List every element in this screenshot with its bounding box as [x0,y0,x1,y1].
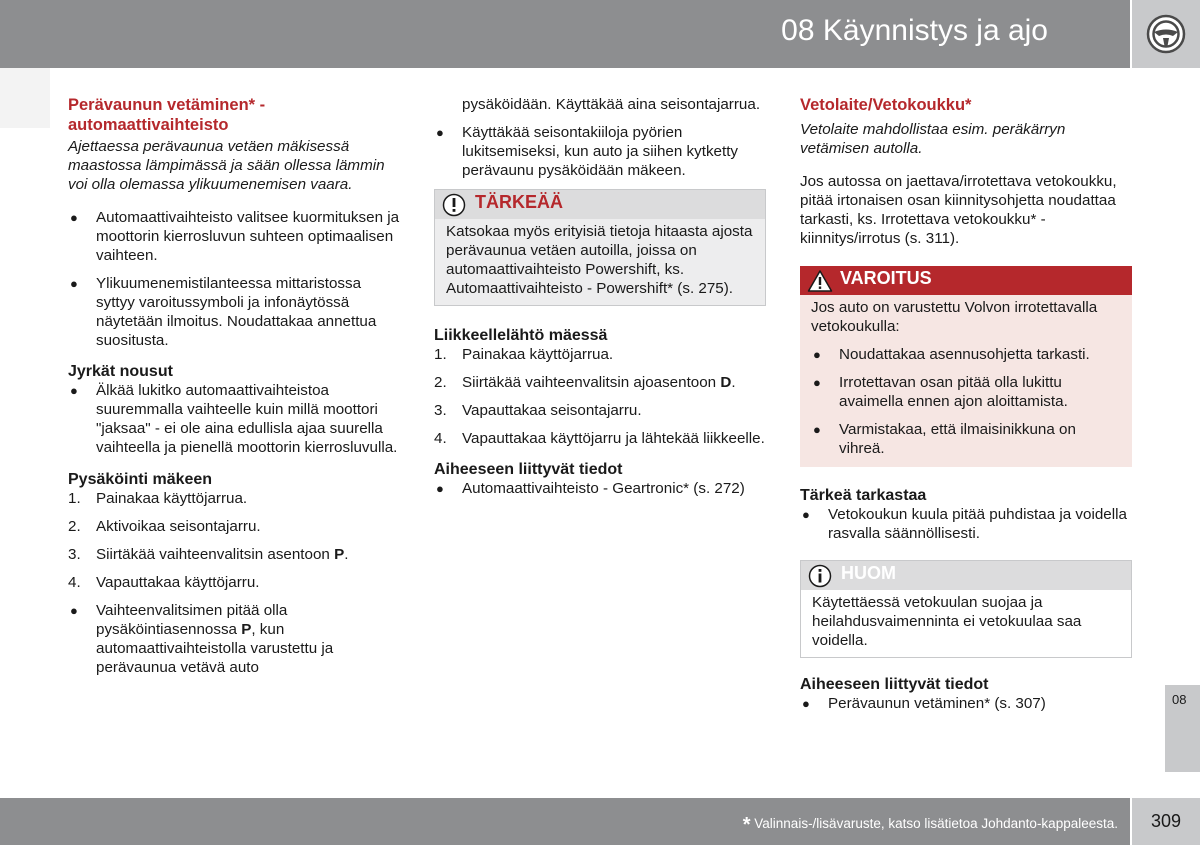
bullet-icon: ● [436,481,444,496]
bullet-icon: ● [813,422,821,437]
chapter-icon-box [1132,0,1200,68]
list-item: ● Käyttäkää seisontakiiloja pyörien lukitsemiseksi, kun auto ja siihen kytketty perävaunu pysäköidään mäkeen. [436,124,739,179]
related-list [434,479,766,498]
column-right [800,95,1132,722]
subheading-steep-climbs: Jyrkät nousut [68,363,173,380]
warning-notice [800,266,1132,467]
margin-shade [0,68,50,128]
list-item: 4. Vapauttakaa käyttöjarru ja lähtekää liikkeelle. [434,430,765,447]
note-label: HUOM [841,563,896,583]
steering-wheel-icon [1145,13,1187,55]
warning-label: VAROITUS [840,268,932,288]
bullet-icon: ● [70,603,78,618]
list-item: ● Irrotettavan osan pitää olla lukittu avaimella ennen ajon aloittamista. [813,374,1068,410]
bullet-icon: ● [802,696,810,711]
notice-body: Katsokaa myös erityisiä tietoja hitaasta ajosta perävaunua vetäen autoilla, joissa on automaattivaihteisto Powershift, ks. Automaattivaihteisto - Powershift* (s. 275). [435,219,765,305]
list-item: 4. Vapauttakaa käyttöjarru. [68,574,260,591]
asterisk-icon: * [742,814,751,836]
related-info-heading: Aiheeseen liittyvät tiedot [800,676,989,693]
list-item: ● Älkää lukitko automaattivaihteistoa suuremmalla vaihteelle kuin millä moottori "jaksaa" - ei ole aina edullisla ajaa suurella vaihteella ja pienellä moottorin kierrosluvulla. [70,382,398,456]
related-link[interactable]: ● Automaattivaihteisto - Geartronic* (s. 272) [436,480,745,497]
warning-triangle-icon [807,269,833,293]
subheading-hill-start: Liikkeellelähtö mäessä [434,327,608,344]
column-left [68,95,403,686]
bullet-list [68,208,403,350]
bullet-list [811,345,1121,458]
note-notice [800,560,1132,658]
note-body: Käytettäessä vetokuulan suojaa ja heilahdusvaimenninta ei vetokuulaa saa voidella. [801,590,1131,657]
numbered-list [68,489,403,592]
numbered-list [434,345,766,448]
bullet-icon: ● [436,125,444,140]
related-list [800,694,1132,713]
related-info-heading: Aiheeseen liittyvät tiedot [434,461,623,478]
bullet-icon: ● [70,210,78,225]
list-item: 2. Aktivoikaa seisontajarru. [68,518,261,535]
intro-text: Ajettaessa perävaunua vetäen mäkisessä maastossa lämpimässä ja sään ollessa lämmin voi olla olemassa ylikuumenemisen vaara. [68,138,385,193]
list-item: 3. Vapauttakaa seisontajarru. [434,402,642,419]
subheading-parking-on-hill: Pysäköinti mäkeen [68,471,213,488]
list-item: 1. Painakaa käyttöjarrua. [434,346,614,363]
bullet-icon: ● [70,383,78,398]
list-item: ● Ylikuumenemistilanteessa mittaristossa syttyy varoitussymboli ja infonäytössä näytetään ilmoitus. Noudattakaa annettua suositusta. [70,275,377,349]
notice-header [801,561,1131,590]
exclamation-icon [442,193,466,217]
list-item: 3. Siirtäkää vaihteenvalitsin asentoon P. [68,546,349,563]
warning-body: Jos auto on varustettu Volvon irrotettavalla vetokoukulla: ● Noudattakaa asennusohjetta tarkasti. ● Irrotettavan osan pitää olla lukittu avaimella ennen ajon aloittamista. ● Varmistakaa, että ilmaisinikkuna on vihreä. [800,295,1132,467]
footnote: * Valinnais-/lisävaruste, katso lisätietoa Johdanto-kappaleesta. [742,814,1118,836]
list-item: ● Automaattivaihteisto valitsee kuormituksen ja moottorin kierrosluvun suhteen optimaalisen vaihteen. [70,209,400,264]
page-header [0,0,1130,68]
info-icon [808,564,832,588]
section-heading-towbar: Vetolaite/Vetokoukku* [800,96,972,114]
notice-header [800,266,1132,295]
notice-label: TÄRKEÄÄ [475,192,563,212]
section-heading-trailer-automatic: Perävaunun vetäminen* - automaattivaihteisto [68,96,266,134]
intro-text: Vetolaite mahdollistaa esim. peräkärryn vetämisen autolla. [800,121,1066,157]
list-item: ● Vaihteenvalitsimen pitää olla pysäköintiasennossa P, kun automaattivaihteistolla varustettu ja perävaunua vetävä auto [70,602,334,676]
bullet-list [68,601,403,677]
bullet-icon: ● [70,276,78,291]
list-item: 2. Siirtäkää vaihteenvalitsin ajoasentoon D. [434,374,736,391]
notice-header [435,190,765,219]
column-middle [434,95,766,507]
list-item: ● Noudattakaa asennusohjetta tarkasti. [813,346,1090,363]
related-link[interactable]: ● Perävaunun vetäminen* (s. 307) [802,695,1046,712]
bullet-list [800,505,1132,543]
chapter-title: 08 Käynnistys ja ajo [781,14,1048,47]
important-notice [434,189,766,306]
bullet-icon: ● [813,347,821,362]
page-footer [0,798,1130,845]
bullet-list [434,123,766,180]
list-item: 1. Painakaa käyttöjarrua. [68,490,248,507]
list-item: ● Vetokoukun kuula pitää puhdistaa ja voidella rasvalla säännöllisesti. [802,506,1127,542]
chapter-tab: 08 [1165,685,1200,772]
bullet-icon: ● [802,507,810,522]
bullet-icon: ● [813,375,821,390]
page-number: 309 [1132,798,1200,845]
subheading-important-check: Tärkeä tarkastaa [800,487,927,504]
towbar-paragraph: Jos autossa on jaettava/irrotettava vetokoukku, pitää irtonaisen osan kiinnitysohjetta noudattaa tarkasti, ks. Irrotettava vetokoukku* - kiinnitys/irrotus (s. 311). [800,173,1117,247]
bullet-list [68,381,403,457]
continued-text: pysäköidään. Käyttäkää aina seisontajarrua. [462,96,761,113]
list-item: ● Varmistakaa, että ilmaisinikkuna on vihreä. [813,421,1076,457]
